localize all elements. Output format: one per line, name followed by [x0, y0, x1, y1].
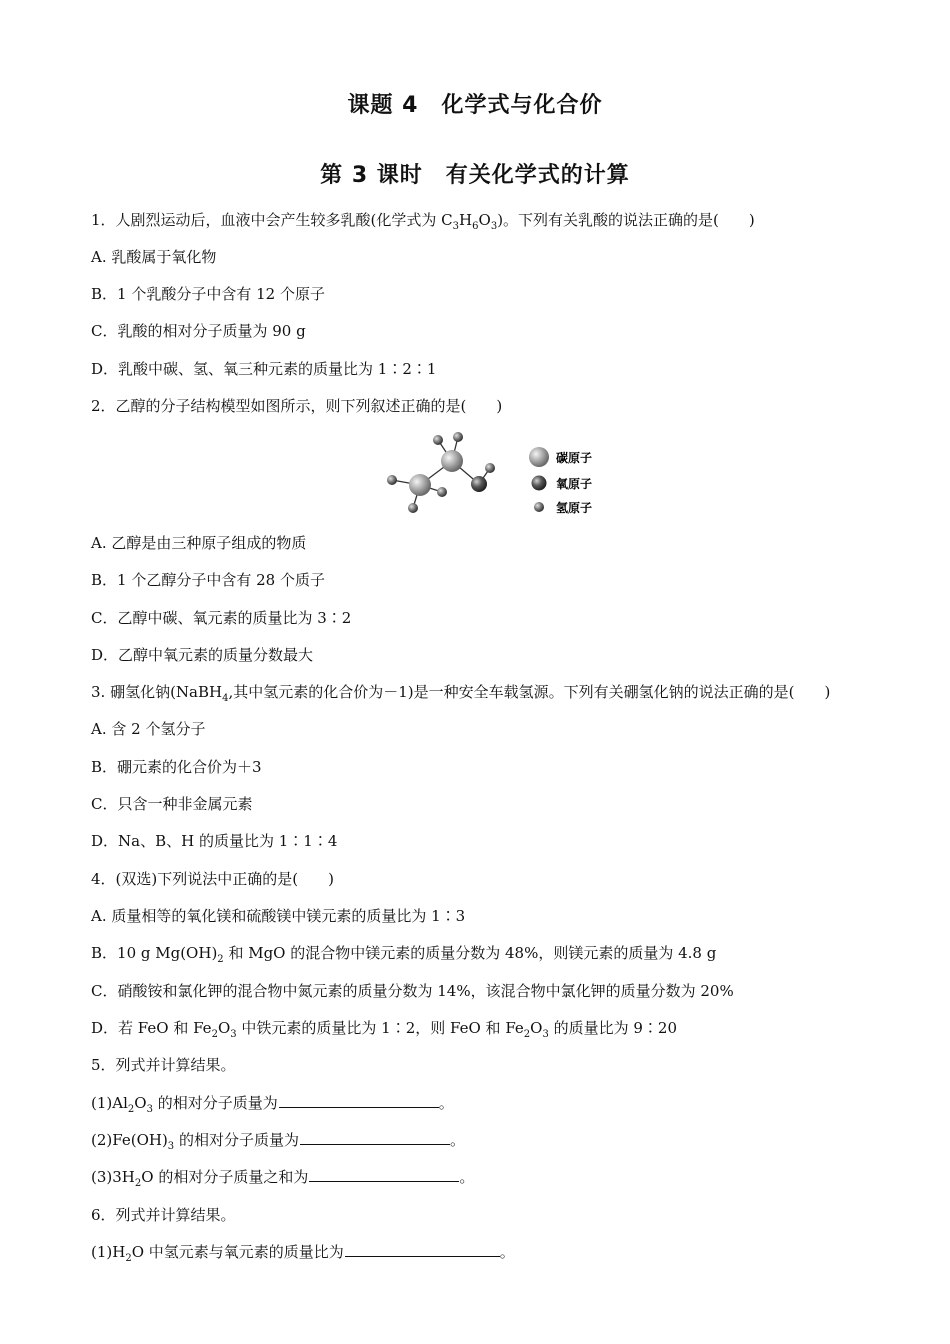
q6-stem: 6．列式并计算结果。 — [91, 1206, 236, 1224]
q5-part-2: $(2)Fe(OH)_3$ 的相对分子质量为 。 — [91, 1131, 465, 1152]
q1-option-d: D．乳酸中碳、氢、氧三种元素的质量比为 1∶2∶1 — [91, 360, 437, 378]
carbon-atom — [409, 474, 431, 496]
legend-hydrogen-label: 氢原子 — [556, 501, 593, 515]
q5-stem: 5．列式并计算结果。 — [91, 1056, 236, 1074]
bonds — [392, 437, 490, 508]
q1-option-b: B．1 个乳酸分子中含有 12 个原子 — [91, 285, 325, 303]
hydrogen-atom — [408, 503, 418, 513]
legend-oxygen-swatch — [532, 476, 547, 491]
legend-carbon-swatch — [529, 447, 549, 467]
legend-carbon-label: 碳原子 — [556, 451, 593, 465]
q6-part-1: $(1)H_2O$ 中氢元素与氧元素的质量比为 。 — [91, 1243, 515, 1264]
answer-blank[interactable] — [345, 1242, 500, 1257]
q4-option-a: A. 质量相等的氧化镁和硫酸镁中镁元素的质量比为 1∶3 — [91, 907, 466, 925]
answer-blank[interactable] — [309, 1167, 459, 1182]
q2-option-c: C．乙醇中碳、氧元素的质量比为 3∶2 — [91, 609, 352, 627]
q3-option-c: C．只含一种非金属元素 — [91, 795, 253, 813]
legend-hydrogen-swatch — [534, 502, 544, 512]
answer-blank[interactable] — [279, 1093, 439, 1108]
page-subtitle: 第 3 课时 有关化学式的计算 — [320, 163, 630, 188]
q4-stem: 4．(双选)下列说法中正确的是( ) — [91, 870, 334, 888]
q2-option-a: A. 乙醇是由三种原子组成的物质 — [91, 534, 307, 552]
q3-stem: 3. 硼氢化钠(NaBH$_4$,其中氢元素的化合价为－1)是一种安全车载氢源。下列有关硼氢化钠的说法正确的是( ) — [91, 683, 831, 704]
q1-stem: 1．人剧烈运动后，血液中会产生较多乳酸(化学式为 $C_3H_6O_3$)。下列有关乳酸的说法正确的是( ) — [91, 211, 755, 232]
q2-stem: 2．乙醇的分子结构模型如图所示，则下列叙述正确的是( ) — [91, 397, 503, 415]
ethanol-model-figure — [380, 428, 610, 520]
hydrogen-atom — [437, 487, 447, 497]
q3-option-d: D．Na、B、H 的质量比为 1∶1∶4 — [91, 832, 338, 850]
q1-option-a: A. 乳酸属于氧化物 — [91, 248, 217, 266]
page-title: 课题 4 化学式与化合价 — [347, 93, 603, 118]
carbon-atom — [441, 450, 463, 472]
q4-option-d: D．若 FeO 和 $Fe_2O_3$ 中铁元素的质量比为 1∶2，则 FeO 和 $Fe_2O_3$ 的质量比为 9∶20 — [91, 1019, 678, 1040]
q5-part-3: $(3)3H_2O$ 的相对分子质量之和为 。 — [91, 1168, 475, 1189]
answer-blank[interactable] — [300, 1130, 450, 1145]
q4-option-b: B．10 g $Mg(OH)_2$ 和 MgO 的混合物中镁元素的质量分数为 48%，则镁元素的质量为 4.8 g — [91, 944, 717, 965]
ethanol-molecule-diagram — [380, 428, 610, 520]
q3-option-a: A. 含 2 个氢分子 — [91, 720, 206, 738]
legend-oxygen-label: 氧原子 — [556, 477, 593, 491]
oxygen-atom — [471, 476, 487, 492]
hydrogen-atom — [387, 475, 397, 485]
q5-part-1: $(1)Al_2O_3$ 的相对分子质量为 。 — [91, 1094, 454, 1115]
hydrogen-atom — [433, 435, 443, 445]
q2-option-d: D．乙醇中氧元素的质量分数最大 — [91, 646, 314, 664]
q2-option-b: B．1 个乙醇分子中含有 28 个质子 — [91, 571, 325, 589]
q3-option-b: B．硼元素的化合价为＋3 — [91, 758, 262, 776]
hydrogen-atom — [485, 463, 495, 473]
q1-option-c: C．乳酸的相对分子质量为 90 g — [91, 322, 306, 340]
hydrogen-atom — [453, 432, 463, 442]
q4-option-c: C．硝酸铵和氯化钾的混合物中氮元素的质量分数为 14%，该混合物中氯化钾的质量分数为 20% — [91, 982, 734, 1000]
